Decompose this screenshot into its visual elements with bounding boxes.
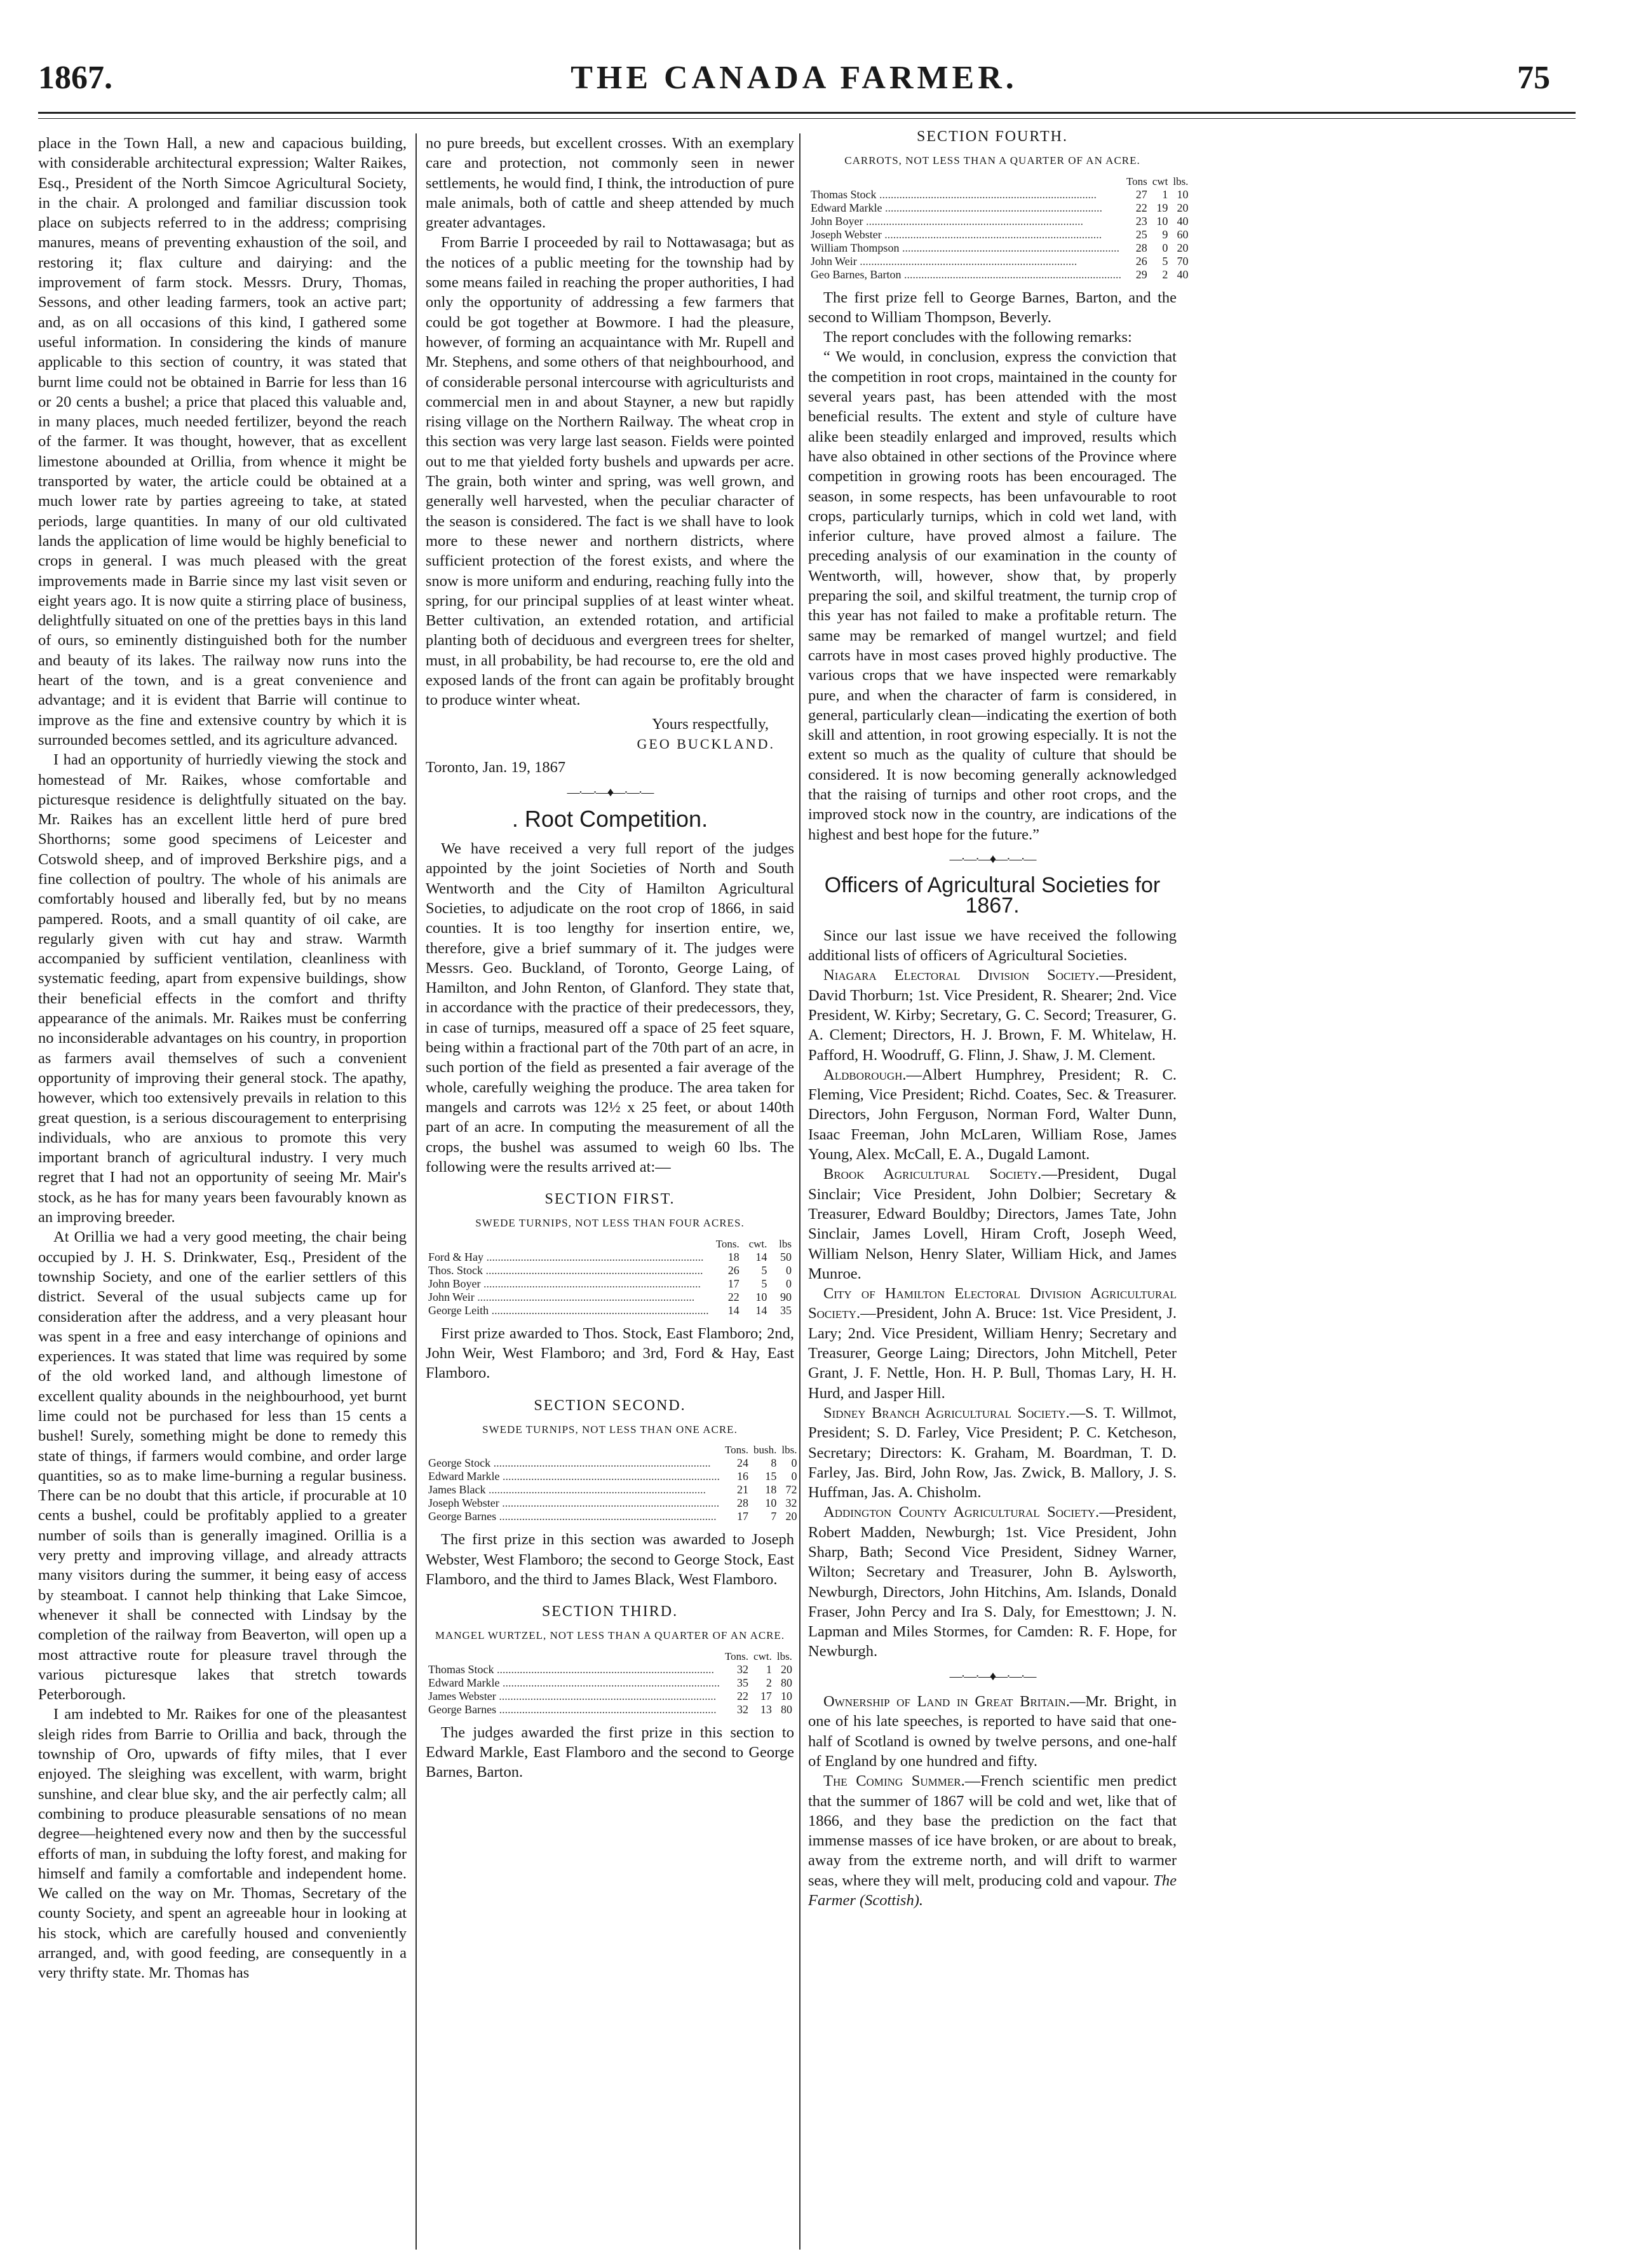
value-cell: 18 [765,1483,777,1497]
news-item [808,1692,1177,1771]
society-entry [808,1164,1177,1284]
news-item [808,1771,1177,1910]
ornament-divider: —·—·—♦—·—·— [949,1669,1036,1683]
section-title: SECTION THIRD. [541,1603,679,1620]
entrant-name: Edward Markle ..... [808,201,1124,215]
value-cell: 0 [786,1263,792,1277]
section-title: SECTION SECOND. [534,1397,686,1414]
entrant-name: William Thompson ..... [808,241,1124,255]
value-cell: 22 [727,1290,740,1303]
column-header: Tons. [724,1650,749,1662]
value-cell: 10 [1156,214,1168,227]
table-row [808,201,1191,215]
value-cell: 32 [785,1497,797,1510]
value-cell: 35 [780,1303,792,1317]
table-row [808,268,1191,282]
value-cell: 40 [1177,214,1189,227]
society-entry [808,965,1177,1064]
value-cell: 32 [737,1662,749,1676]
value-cell: 10 [780,1689,792,1702]
masthead-year: 1867. [38,60,112,96]
paragraph: Since our last issue we have received the following additional lists of officers of Agricultural Societies. [808,927,1177,965]
value-cell: 72 [785,1483,797,1497]
results-table [808,175,1191,282]
table-row [426,1483,800,1497]
column-divider [799,133,800,2250]
society-officers: —Albert Humphrey, President; R. C. Fleming, Vice President; Richd. Coates, Sec. & Treasurer. Directors, John Ferguson, Norman Ford, Walter Dunn, Isaac Freeman, John McLaren, William Rose, James Young, Alex. McCall, E. A., Dugald Lamont. [808,1066,1177,1164]
value-cell: 10 [755,1290,767,1303]
paragraph: We have received a very full report of the judges appointed by the joint Societies of North and South Wentworth and the City of Hamilton Agricultural Societies, to adjudicate on the root crop of 1866, in said counties. It is too lengthy for insertion entire, we, therefore, give a brief summary of it. The judges were Messrs. Geo. Buckland, of Toronto, George Laing, of Hamilton, and John Renton, of Glanford. They state that, in accordance with the practice of their predecessors, they, in case of turnips, measured off a space of 25 feet square, being within a fractional part of the 70th part of an acre, in such portion of the field as presented a fair average of the whole, carefully weighing the produce. The area taken for mangels and carrots was 12½ x 25 feet, or about 140th part of an acre. In computing the measurement of all the crops, the bushel was assumed to weigh 60 lbs. The following were the results arrived at:— [426,840,794,1176]
column-header: Tons [1126,175,1147,187]
value-cell: 25 [1135,227,1147,241]
value-cell: 20 [780,1662,792,1676]
society-entry [808,1284,1177,1403]
society-name: Aldborough. [823,1066,907,1083]
value-cell: 24 [737,1457,749,1470]
ornament-divider: —·—·—♦—·—·— [949,852,1036,866]
value-cell: 17 [727,1277,740,1290]
value-cell: 20 [1177,201,1189,214]
value-cell: 14 [755,1250,767,1263]
society-name: Niagara Electoral Division Society. [823,967,1100,984]
value-cell: 15 [765,1470,777,1483]
section-subtitle: SWEDE TURNIPS, NOT LESS THAN ONE ACRE. [482,1423,738,1436]
paragraph: The first prize in this section was awarded to Joseph Webster, West Flamboro; the second to George Stock, East Flamboro, and the third to James Black, West Flamboro. [426,1531,794,1588]
society-officers: —President, Dugal Sinclair; Vice President, John Dolbier; Secretary & Treasurer, Edward Bouldby; Directors, James Tate, John Sinclair, James Lovell, Hiram Croft, Joseph Weed, William Nelson, Henry Slater, William Hick, and James Munroe. [808,1165,1177,1282]
value-cell: 23 [1135,214,1147,227]
value-cell: 14 [727,1303,740,1317]
section-title: SECTION FIRST. [544,1191,675,1208]
table-row [808,255,1191,268]
society-name: Brook Agricultural Society. [823,1165,1042,1183]
society-officers: —President, Robert Madden, Newburgh; 1st. Vice President, John Sharp, Bath; Second Vice President, Sidney Warner, Wilton; Secretary and Treasurer, John B. Aylsworth, Newburgh, Directors, John Hitchins, Am. Islands, Donald Fraser, John Percy and Ira S. Daly, for Emesttown; J. N. Lapman and Miles Stormes, for Camden: R. F. Hope, for Newburgh. [808,1504,1177,1660]
page-number: 75 [1517,60,1550,96]
column-header: bush. [753,1444,777,1457]
paragraph: From Barrie I proceeded by rail to Nottawasaga; but as the notices of a public meeting for the township had by some means failed in reaching the proper authorities, I had only the opportunity of addressing a few farmers that could be got together at Bowmore. I had the pleasure, however, of forming an acquaintance with Mr. Rupell and Mr. Stephens, and some others of that neighbourhood, and of considerable personal intercourse with agriculturists and commercial men in and about Stayner, a new but rapidly rising village on the Northern Railway. The wheat crop in this section was very large last season. Fields were pointed out to me that yielded forty bushels and upwards per acre. The grain, both winter and spring, was well grown, and generally well harvested, when the peculiar character of the season is considered. The fact is we shall have to look more to these newer and northern districts, where sufficient protection of the forest exists, and where the snow is more uniform and enduring, reaching fully into the spring, for our principal supplies of at least winter wheat. Better cultivation, an extended rotation, and artificial planting both of deciduous and evergreen trees for shelter, must, in all probability, be had recourse to, ere the old and exposed lands of the front can again be profitably brought to produce winter wheat. [426,234,794,709]
entrant-name: John Weir ..... [426,1291,712,1304]
value-cell: 17 [737,1510,749,1523]
column-header: lbs. [1173,175,1189,187]
entrant-name: John Boyer ..... [808,215,1124,228]
entrant-name: Ford & Hay ..... [426,1251,712,1264]
value-cell: 35 [737,1676,749,1689]
table-row [426,1663,795,1676]
results-table [426,1237,794,1317]
column-header: lbs. [776,1650,792,1662]
entrant-name: James Webster ..... [426,1690,722,1703]
column-header: Tons. [715,1237,740,1250]
paragraph: At Orillia we had a very good meeting, the chair being occupied by J. H. S. Drinkwater, Esq., President of the township Society, and one of the earlier settlers of this district. Several of the usual subjects came up for consideration after the address, and a very pleasant hour was spent in a free and easy interchange of opinions and experiences. It was stated that lime was required by some of the old worked land, and although limestone of excellent quality abounds in the neighbourhood, yet burnt lime could not be purchased for less than 15 cents a bushel! Surely, something might be done to remedy this state of things, if farmers would combine, and order large quantities, so as to make lime-burning a regular business. There can be no doubt that this article, if procurable at 10 cents a bushel, could be profitably applied to a greater number of soils than is generally imagined. Orillia is a very pretty and improving village, and already attracts many visitors during the summer, it being easy of access by steamboat. I cannot help thinking that Lake Simcoe, whenever it shall be connected with Lindsay by the completion of the railway from Beaverton, will open up a most attractive route for pleasure travel through the various picturesque lakes that stretch towards Peterborough. [38,1228,407,1704]
column-header: cwt [1152,175,1168,187]
masthead [38,50,1550,107]
entrant-name: John Weir ..... [808,255,1124,268]
value-cell: 90 [780,1290,792,1303]
value-cell: 22 [1135,201,1147,214]
table-header-row [426,1443,800,1457]
column-1 [38,133,407,1983]
ornament-divider: —·—·—♦—·—·— [567,785,653,799]
results-section [426,1396,797,1589]
table-header-row [426,1237,794,1251]
item-text: —Mr. Bright, in one of his late speeches, is reported to have said that one-half of Scotland is owned by twelve persons, and one-half of England by one hundred and fifty. [808,1693,1177,1770]
item-title: Ownership of Land in Great Britain. [823,1693,1070,1711]
entrant-name: Thomas Stock ..... [426,1663,722,1676]
society-officers: —S. T. Willmot, President; S. D. Farley, Vice President; P. C. Ketcheson, Secretary; Directors: K. Graham, M. Boardman, T. D. Farley, Jas. Bird, John Row, Jas. Zwick, B. Mallory, J. S. Huffman, Jas. A. Chisholm. [808,1404,1177,1502]
column-header: lbs [779,1237,792,1250]
table-row [808,188,1191,201]
society-entry [808,1403,1177,1502]
section-title: SECTION FOURTH. [917,128,1068,145]
value-cell: 1 [1162,187,1168,201]
article-heading: Officers of Agricultural Societies for 1867. [824,873,1161,918]
results-section [426,1602,794,1782]
paragraph: I had an opportunity of hurriedly viewing the stock and homestead of Mr. Raikes, whose comfortable and picturesque residence is delightfully situated on the bay. Mr. Raikes has an excellent little herd of pure bred Shorthorns; some good specimens of Leicester and Cotswold sheep, and of improved Berkshire pigs, and a fine collection of poultry. The whole of his animals are comfortably housed and liberally fed, but by no means pampered. Roots, and a small quantity of oil cake, are regularly given with cut hay and straw. Warmth accompanied by sufficient ventilation, cleanliness with systematic feeding, apart from expensive buildings, show their beneficial effects in the comfort and thrifty appearance of the animals. Mr. Raikes must be conferring no inconsiderable advantages on his country, in proportion as farmers avail themselves of such a convenient opportunity of improving their general stock. The apathy, however, which too extensively prevails in relation to this great question, is a serious discouragement to enterprising individuals, who are anxious to promote this very important branch of agricultural industry. I very much regret that I had not an opportunity of seeing Mr. Mair's stock, as he has for many years been favourably known as an improving breeder. [38,751,407,1226]
item-source: The Farmer (Scottish). [808,1871,1177,1910]
value-cell: 0 [1162,241,1168,254]
table-header-row [426,1650,795,1663]
value-cell: 50 [780,1250,792,1263]
value-cell: 5 [1162,254,1168,268]
column-divider [415,133,417,2250]
value-cell: 20 [1177,241,1189,254]
section-subtitle: CARROTS, NOT LESS THAN A QUARTER OF AN ACRE. [844,154,1140,167]
paragraph: The report concludes with the following remarks: [823,329,1132,346]
value-cell: 10 [765,1497,777,1510]
society-officers: —President, David Thorburn; 1st. Vice President, R. Shearer; 2nd. Vice President, W. Kirby; Secretary, G. C. Secord; Treasurer, G. A. Clement; Directors, H. J. Brown, F. M. Whitelaw, H. Pafford, H. Woodruff, G. Flinn, J. Shaw, J. M. Clement. [808,967,1177,1064]
table-row [426,1510,800,1523]
paragraph: The first prize fell to George Barnes, Barton, and the second to William Thompson, Beverly. [808,289,1177,326]
society-entry [808,1065,1177,1164]
value-cell: 40 [1177,268,1189,281]
table-row [426,1690,795,1703]
table-row [808,241,1191,255]
section-subtitle: MANGEL WURTZEL, NOT LESS THAN A QUARTER OF AN ACRE. [435,1629,785,1642]
article-heading: . Root Competition. [511,805,708,832]
table-row [808,215,1191,228]
table-row [426,1676,795,1690]
society-name: City of Hamilton Electoral Division Agricultural Society. [808,1285,1177,1322]
society-name: Addington County Agricultural Society. [823,1504,1100,1521]
table-row [426,1304,794,1317]
table-row [426,1497,800,1510]
entrant-name: George Barnes ..... [426,1510,722,1523]
table-row [426,1264,794,1277]
entrant-name: Joseph Webster ..... [426,1497,722,1510]
value-cell: 10 [1177,187,1189,201]
value-cell: 80 [780,1702,792,1716]
table-row [426,1291,794,1304]
value-cell: 60 [1177,227,1189,241]
sign-off: Yours respectfully, [652,715,769,733]
section-subtitle: SWEDE TURNIPS, NOT LESS THAN FOUR ACRES. [475,1217,745,1230]
value-cell: 80 [780,1676,792,1689]
value-cell: 16 [737,1470,749,1483]
value-cell: 2 [766,1676,772,1689]
value-cell: 7 [771,1510,777,1523]
paragraph: I am indebted to Mr. Raikes for one of the pleasantest sleigh rides from Barrie to Orillia and back, through the township of Oro, upwards of fifty miles, that I ever enjoyed. The sleighing was excellent, with warm, bright sunshine, and clear blue sky, and the air perfectly calm; all combining to produce pleasurable sensations of no mean degree—heightened every now and then by the successful efforts of man, in subduing the lofty forest, and making for himself and family a comfortable and independent home. We called on the way on Mr. Thomas, Secretary of the county Society, and spent an agreeable hour in looking at his stock, which are carefully housed and conveniently arranged, and, with good feeding, are consequently in a very thrifty state. Mr. Thomas has [38,1706,407,1982]
value-cell: 26 [727,1263,740,1277]
entrant-name: George Leith ..... [426,1304,712,1317]
value-cell: 28 [737,1497,749,1510]
value-cell: 26 [1135,254,1147,268]
value-cell: 1 [766,1662,772,1676]
table-row [426,1470,800,1483]
entrant-name: John Boyer ..... [426,1277,712,1291]
masthead-title: THE CANADA FARMER. [571,60,1018,96]
paragraph: place in the Town Hall, a new and capacious building, with considerable architectural expression; Walter Raikes, Esq., President of the North Simcoe Agricultural Society, in the chair. A prolonged and familiar discussion took place on subjects referred to in the address; comprising manures, means of preventing exhaustion of the soil, and restoring it; flax culture and dairying: and the improvement of farm stock. Messrs. Drury, Thomas, Sessons, and other leading farmers, took an active part; and, as on all occasions of this kind, I gathered some useful information. In considering the kinds of manure applicable to this section of country, it was stated that burnt lime could not be obtained in Barrie for less than 16 or 20 cents a bushel; a price that placed this valuable and, in many places, much needed fertilizer, beyond the reach of the farmer. It was thought, however, that as excellent limestone abounded at Orillia, from whence it might be transported by water, the article could be obtained at a much lower rate by parties agreeing to take, at stated periods, large quantities. In many of our old cultivated lands the application of lime would be highly beneficial to crops in general. I was much pleased with the great improvements made in Barrie since my last visit seven or eight years ago. It is now quite a stirring place of business, delightfully situated on one of the pretties bays in this land of ours, so eminently distinguished both for the number and beauty of its lakes. The railway now runs into the heart of the town, and is a great convenience and advantage; and it is evident that Barrie will continue to improve as the fine and extensive country by which it is surrounded becomes settled, and its agriculture advanced. [38,135,407,749]
entrant-name: James Black ..... [426,1483,722,1497]
value-cell: 19 [1156,201,1168,214]
value-cell: 28 [1135,241,1147,254]
entrant-name: Geo Barnes, Barton ..... [808,268,1124,282]
value-cell: 27 [1135,187,1147,201]
society-entry [808,1502,1177,1661]
entrant-name: Thos. Stock ..... [426,1264,712,1277]
results-section [426,1190,794,1383]
table-row [426,1457,800,1470]
value-cell: 21 [737,1483,749,1497]
column-header: cwt. [753,1650,772,1662]
column-2 [426,133,797,1782]
value-cell: 18 [727,1250,740,1263]
value-cell: 5 [761,1277,767,1290]
results-table [426,1443,800,1523]
table-row [426,1703,795,1716]
value-cell: 2 [1162,268,1168,281]
item-text: —French scientific men predict that the summer of 1867 will be cold and wet, like that of 1866, and they base the prediction on the fact that immense masses of ice have broken, or are about to break, away from the extreme north, and will drift to warmer seas, where they will melt, producing cold and vapour. [808,1772,1177,1889]
entrant-name: George Stock ..... [426,1457,722,1470]
value-cell: 13 [760,1702,772,1716]
entrant-name: Thomas Stock ..... [808,188,1124,201]
column-header: Tons. [724,1444,749,1457]
value-cell: 29 [1135,268,1147,281]
value-cell: 17 [760,1689,772,1702]
value-cell: 70 [1177,254,1189,268]
value-cell: 5 [761,1263,767,1277]
table-header-row [808,175,1191,188]
society-officers: —President, John A. Bruce: 1st. Vice President, J. Lary; 2nd. Vice President, William Henry; Secretary and Treasurer, George Laing; Directors, John Mitchell, Peter Grant, J. F. Nettle, Hon. H. P. Bull, Thomas Lary, H. H. Hurd, and Jasper Hill. [808,1305,1177,1402]
dateline: Toronto, Jan. 19, 1867 [426,759,566,777]
society-name: Sidney Branch Agricultural Society. [823,1404,1070,1422]
paragraph: First prize awarded to Thos. Stock, East Flamboro; 2nd, John Weir, West Flamboro; and 3rd, Ford & Hay, East Flamboro. [426,1324,794,1382]
value-cell: 0 [786,1277,792,1290]
value-cell: 32 [737,1702,749,1716]
value-cell: 20 [785,1510,797,1523]
entrant-name: George Barnes ..... [426,1703,722,1716]
entrant-name: Edward Markle ..... [426,1470,722,1483]
column-3 [808,127,1189,1910]
quoted-report: “ We would, in conclusion, express the conviction that the competition in root crops, maintained in the county for several years past, has been attended with the most beneficial results. The extent and style of culture have alike been steadily enlarged and improved, results which have also obtained in other sections of the Province where competition in growing roots has been encouraged. The season, in some respects, has been unfavourable to root crops, particularly turnips, which in cold wet land, with inferior culture, have proved almost a failure. The preceding analysis of our examination in the county of Wentworth, will, however, show that, by properly preparing the soil, and skilful treatment, the turnip crop of this year has not failed to make a profitable return. The same may be remarked of mangel wurtzel; and field carrots have in most cases proved highly productive. The various crops that we have inspected were remarkably pure, and when the character of farm is considered, in general, particularly clean—indicating the exertion of both skill and attention, in root growing especially. It is not the extent so much as the quality of culture that should be considered. It is now becoming generally acknowledged that the raising of turnips and other root crops, and the improved stock now in the country, are indications of the highest and best hope for the future.” [808,348,1177,843]
results-table [426,1650,795,1716]
column-header: lbs. [781,1444,797,1457]
paragraph: no pure breeds, but excellent crosses. With an exemplary care and protection, not commonly seen in newer settlements, he would find, I think, the introduction of pure male animals, both of cattle and sheep attended by much greater advantages. [426,135,794,232]
value-cell: 0 [791,1470,797,1483]
paragraph: The judges awarded the first prize in this section to Edward Markle, East Flamboro and the second to George Barnes, Barton. [426,1723,794,1781]
item-title: The Coming Summer. [823,1772,965,1790]
entrant-name: Joseph Webster ..... [808,228,1124,241]
table-row [808,228,1191,241]
value-cell: 14 [755,1303,767,1317]
entrant-name: Edward Markle ..... [426,1676,722,1690]
value-cell: 9 [1162,227,1168,241]
value-cell: 8 [771,1457,777,1470]
table-row [426,1277,794,1291]
signature: GEO BUCKLAND. [637,735,775,752]
value-cell: 0 [791,1457,797,1470]
masthead-rule-thin [38,118,1576,119]
table-row [426,1251,794,1264]
column-header: cwt. [748,1237,767,1250]
value-cell: 22 [737,1689,749,1702]
masthead-rule [38,112,1576,114]
